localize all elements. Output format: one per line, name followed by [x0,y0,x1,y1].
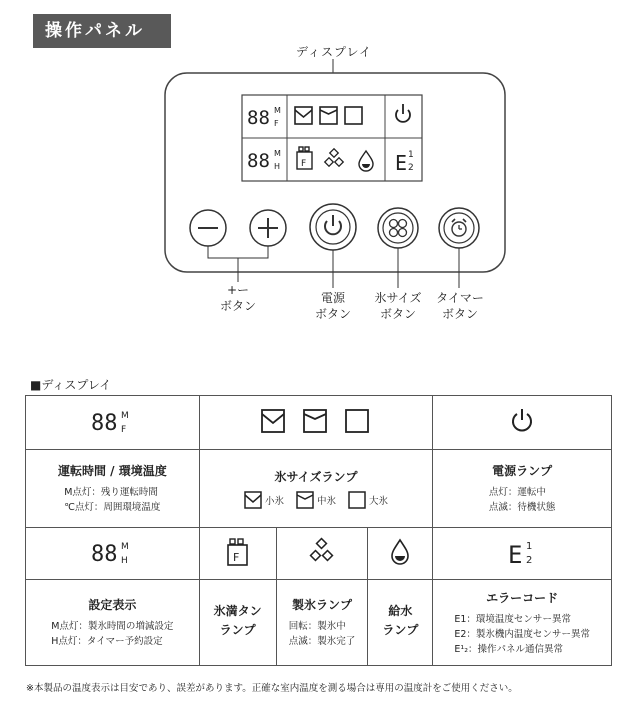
svg-text:M: M [121,541,130,552]
water-icon-cell [368,528,433,580]
error-desc-cell: エラーコード E1：環境温度センサー異常 E2：製氷機内温度センサー異常 E¹₂：操作パネル通信異常 [433,580,612,666]
power-desc-cell: 電源ランプ 点灯：運転中 点滅：待機状態 [433,450,612,528]
footnote: ※本製品の温度表示は目安であり、誤差があります。正確な室内温度を測る場合は専用の温度計をご使用ください。 [26,683,518,694]
minus-button[interactable] [190,210,226,246]
power-icon-cell [433,396,612,450]
ice-full-icon-cell [199,528,276,580]
setting-desc-cell: 設定表示 M点灯：製氷時間の増減設定 H点灯：タイマー予約設定 [26,580,200,666]
svg-text:2: 2 [408,163,414,173]
ice-size-icons [256,404,376,438]
plusminus-button-label: +ー ボタン [219,283,256,313]
svg-text:2: 2 [526,554,533,566]
power-icon [507,406,537,436]
svg-text:88: 88 [91,541,118,567]
runtime-desc-cell: 運転時間 / 環境温度 M点灯：残り運転時間 ℃点灯：周囲環境温度 [26,450,200,528]
error-icon-cell [433,528,612,580]
ice-small-icon [244,491,262,509]
water-desc-cell: 給水 ランプ [368,580,433,666]
plus-button[interactable] [250,210,286,246]
svg-text:M: M [274,106,281,115]
ice-full-desc-cell: 氷満タン ランプ [199,580,276,666]
svg-text:H: H [274,162,281,171]
ice-making-desc-cell: 製氷ランプ 回転：製氷中 点滅：製氷完了 [276,580,368,666]
power-button-label: 電源 ボタン [314,291,351,321]
display-callout-label: ディスプレイ [296,45,372,59]
ice-medium-icon [296,491,314,509]
power-button[interactable] [310,204,356,250]
timer-button[interactable] [439,208,479,248]
svg-text:1: 1 [526,540,533,552]
svg-text:E: E [395,151,408,175]
error-code-icon [505,536,539,568]
svg-text:F: F [121,424,127,435]
section-header: 操作パネル [33,14,171,48]
ice-size-desc-cell: 氷サイズランプ 小氷 中氷 大氷 [199,450,433,528]
ice-size-icon-cell [199,396,433,450]
svg-text:F: F [232,550,239,564]
seg-digits-bottom: 88 [247,150,270,172]
ice-size-button-label: 氷サイズ ボタン [374,291,422,321]
svg-text:M: M [274,149,281,158]
display-section-title: ■ディスプレイ [30,378,112,392]
ice-size-button[interactable] [378,208,418,248]
svg-text:E: E [508,540,523,568]
ice-large-icon [348,491,366,509]
svg-text:1: 1 [408,150,414,160]
timer-button-label: タイマー ボタン [436,291,484,321]
ice-full-icon [225,537,251,567]
svg-text:F: F [301,159,307,169]
seg-digits-top: 88 [247,107,270,129]
water-drop-icon [388,538,412,566]
ice-making-icon-cell [276,528,368,580]
setting-icon-cell [26,528,200,580]
error-code-icon-panel [395,150,414,175]
display-legend-table [25,395,612,666]
ice-making-icon [307,537,337,567]
svg-text:M: M [121,410,130,421]
runtime-icon-cell [26,396,200,450]
svg-text:F: F [274,119,279,128]
svg-text:H: H [121,555,129,566]
svg-text:88: 88 [91,410,118,436]
